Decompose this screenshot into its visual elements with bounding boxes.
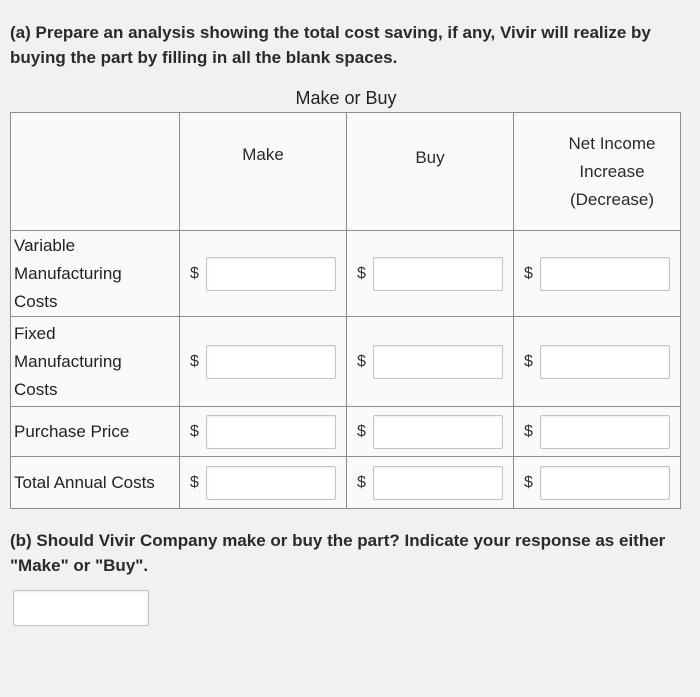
row-label-line: Costs — [14, 291, 58, 311]
part-a-prompt: (a) Prepare an analysis showing the total cost saving, if any, Vivir will realize by buying the part by filling in all the blank spaces. — [10, 23, 651, 67]
header-net-income — [514, 113, 681, 231]
dollar-sign: $ — [190, 352, 199, 370]
cell-fixed-net — [514, 317, 681, 407]
table-caption-text: Make or Buy — [295, 88, 397, 108]
cell-variable-buy — [347, 231, 514, 317]
row-label-line: Fixed — [14, 323, 56, 343]
make-or-buy-answer-input[interactable] — [13, 590, 149, 626]
header-empty-cell — [11, 113, 180, 231]
row-label-line: Purchase Price — [14, 421, 130, 441]
header-buy — [347, 113, 514, 231]
dollar-sign: $ — [357, 264, 366, 282]
row-label-total-costs — [11, 457, 180, 509]
table-row-purchase-price — [11, 407, 681, 457]
header-buy-label: Buy — [415, 148, 445, 167]
dollar-sign: $ — [524, 422, 533, 440]
row-label-line: Variable — [14, 235, 76, 255]
purchase-price-buy-input[interactable] — [373, 415, 503, 449]
cell-fixed-make — [180, 317, 347, 407]
table-row-fixed-costs — [11, 317, 681, 407]
cell-purchase-net — [514, 407, 681, 457]
row-label-purchase-price — [11, 407, 180, 457]
header-net-line1: Net Income — [568, 133, 656, 153]
variable-costs-net-input[interactable] — [540, 257, 670, 291]
header-net-line2: Increase — [579, 161, 645, 181]
row-label-line: Total Annual Costs — [14, 472, 155, 492]
cell-purchase-buy — [347, 407, 514, 457]
cell-total-net — [514, 457, 681, 509]
table-row-variable-costs — [11, 231, 681, 317]
total-costs-net-input[interactable] — [540, 466, 670, 500]
cell-total-make — [180, 457, 347, 509]
header-make — [180, 113, 347, 231]
row-label-variable-costs — [11, 231, 180, 317]
dollar-sign: $ — [357, 422, 366, 440]
row-label-line: Costs — [14, 379, 58, 399]
total-costs-make-input[interactable] — [206, 466, 336, 500]
dollar-sign: $ — [524, 264, 533, 282]
make-or-buy-table — [10, 112, 681, 509]
dollar-sign: $ — [190, 473, 199, 491]
cell-purchase-make — [180, 407, 347, 457]
cell-variable-make — [180, 231, 347, 317]
row-label-fixed-costs — [11, 317, 180, 407]
table-header-row — [11, 113, 681, 231]
part-b-prompt: (b) Should Vivir Company make or buy the part? Indicate your response as either "Make" or "Buy". — [10, 531, 666, 575]
header-make-label: Make — [242, 145, 284, 164]
cell-total-buy — [347, 457, 514, 509]
table-caption — [0, 88, 700, 109]
dollar-sign: $ — [524, 352, 533, 370]
fixed-costs-net-input[interactable] — [540, 345, 670, 379]
dollar-sign: $ — [524, 473, 533, 491]
purchase-price-net-input[interactable] — [540, 415, 670, 449]
dollar-sign: $ — [357, 352, 366, 370]
table-row-total-costs — [11, 457, 681, 509]
fixed-costs-buy-input[interactable] — [373, 345, 503, 379]
row-label-line: Manufacturing — [14, 263, 122, 283]
cell-variable-net — [514, 231, 681, 317]
header-net-line3: (Decrease) — [569, 189, 655, 209]
fixed-costs-make-input[interactable] — [206, 345, 336, 379]
cell-fixed-buy — [347, 317, 514, 407]
purchase-price-make-input[interactable] — [206, 415, 336, 449]
row-label-line: Manufacturing — [14, 351, 122, 371]
variable-costs-buy-input[interactable] — [373, 257, 503, 291]
variable-costs-make-input[interactable] — [206, 257, 336, 291]
total-costs-buy-input[interactable] — [373, 466, 503, 500]
dollar-sign: $ — [357, 473, 366, 491]
dollar-sign: $ — [190, 422, 199, 440]
dollar-sign: $ — [190, 264, 199, 282]
